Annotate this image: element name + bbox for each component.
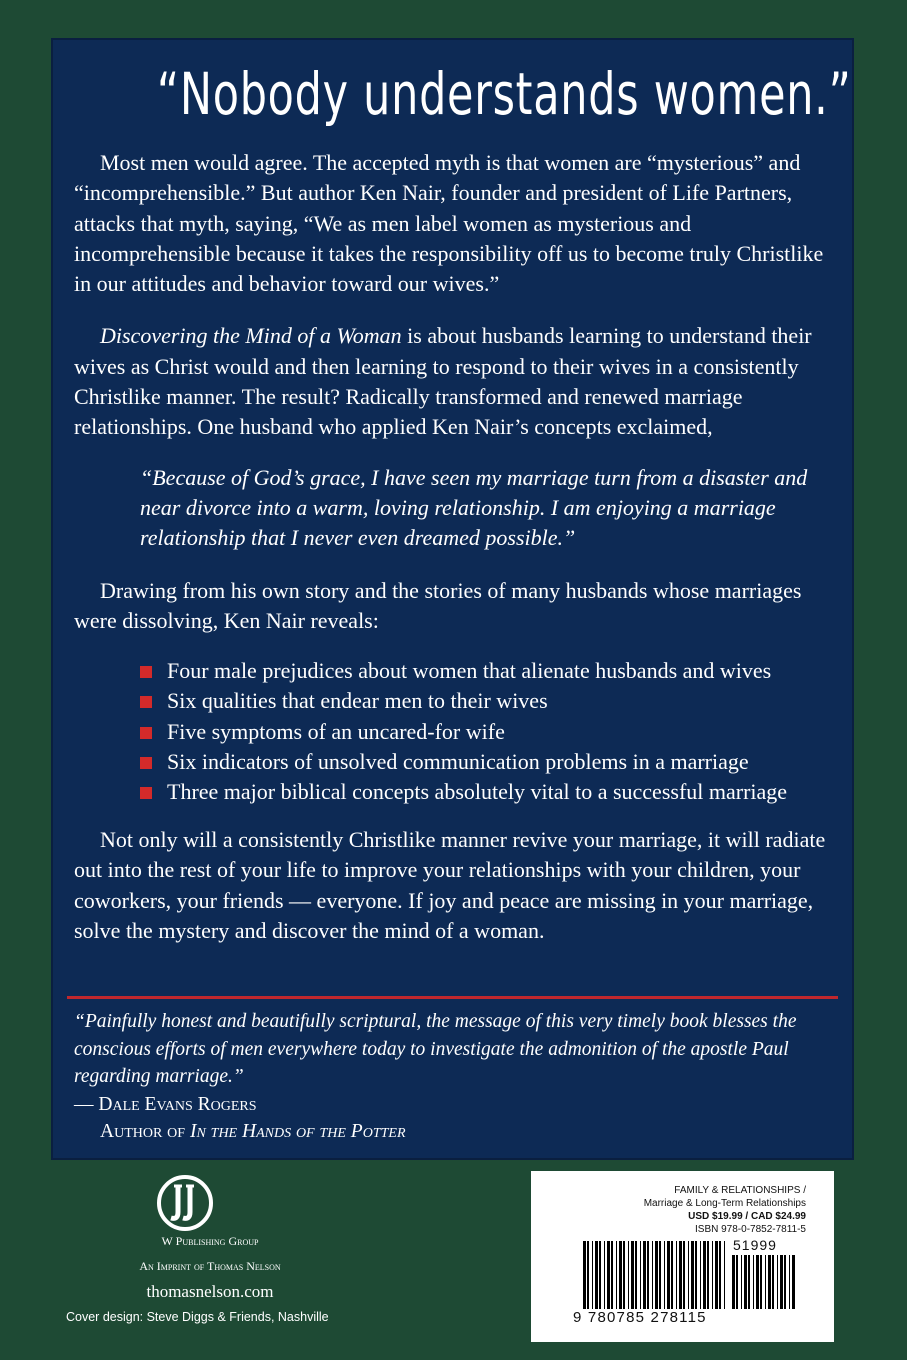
barcode-digits: 9 780785 278115: [573, 1309, 707, 1326]
endorsement-quote: “Painfully honest and beautifully scriptural, the message of this very timely book blesses the conscious efforts of men everywhere today to investigate the admonition of the apostle Paul regarding marriage.”: [74, 1011, 797, 1087]
bullet-square-icon: [140, 757, 152, 769]
bullet-item: Six qualities that endear men to their wives: [140, 686, 828, 716]
endorsement: [74, 1008, 832, 1146]
endorser-name: — Dale Evans Rogers: [74, 1093, 257, 1115]
intro-paragraph: Most men would agree. The accepted myth is that women are “mysterious” and “incomprehensible.” But author Ken Nair, founder and president of Life Partners, attacks that myth, saying, “We as men label women as mysterious and incomprehensible because it takes the responsibility off us to become truly Christlike in our attitudes and behavior toward our wives.”: [74, 150, 824, 297]
bullet-square-icon: [140, 727, 152, 739]
bullet-square-icon: [140, 787, 152, 799]
price-line: USD $19.99 / CAD $24.99: [688, 1211, 806, 1222]
reveals-intro: Drawing from his own story and the stories of many husbands whose marriages were dissolving, Ken Nair reveals:: [74, 577, 802, 633]
bullet-item: Five symptoms of an uncared-for wife: [140, 717, 828, 747]
back-cover-panel: [51, 38, 854, 1160]
barcode-box: [531, 1171, 834, 1342]
publisher-name: W Publishing Group: [161, 1234, 259, 1248]
bullet-item: Four male prejudices about women that alienate husbands and wives: [140, 656, 828, 686]
bullet-square-icon: [140, 696, 152, 708]
headline: “Nobody understands women.”: [156, 60, 852, 128]
bullet-square-icon: [140, 666, 152, 678]
summary-paragraph: [74, 321, 828, 442]
book-title: Discovering the Mind of a Woman: [100, 323, 402, 349]
divider: [67, 996, 838, 999]
closing-paragraph: Not only will a consistently Christlike manner revive your marriage, it will radiate out into the rest of your life to improve your relationships with your children, your coworkers, your friends — everyone. If joy and peace are missing in your marriage, solve the mystery and discover the mind of a woman.: [74, 827, 826, 944]
bullet-item: Six indicators of unsolved communication problems in a marriage: [140, 747, 828, 777]
bullet-list: [140, 656, 828, 807]
summary-text: is about husbands learning to understand their wives as Christ would and then learning to respond to their wives in a consistently Christlike manner. The result? Radically transformed and renewed marriage relationships. One husband who applied Ken Nair’s concepts exclaimed,: [74, 323, 812, 440]
cover-credit: Cover design: Steve Diggs & Friends, Nashville: [66, 1310, 329, 1324]
publisher-imprint: An Imprint of Thomas Nelson: [139, 1259, 281, 1273]
publisher-logo-icon: [140, 1172, 230, 1234]
price-addon-code: 51999: [733, 1237, 777, 1253]
subcategory-line: Marriage & Long-Term Relationships: [643, 1198, 806, 1209]
publisher-website: thomasnelson.com: [146, 1282, 274, 1301]
testimony-quote: “Because of God’s grace, I have seen my marriage turn from a disaster and near divorce into a warm, loving relationship. I am enjoying a marriage relationship that I never even dreamed possible.”: [140, 464, 808, 551]
endorser-credential: Author of In the Hands of the Potter: [100, 1121, 406, 1142]
description: [74, 148, 828, 966]
category-line: FAMILY & RELATIONSHIPS /: [674, 1185, 806, 1196]
isbn-line: ISBN 978-0-7852-7811-5: [695, 1224, 806, 1235]
bullet-item: Three major biblical concepts absolutely vital to a successful marriage: [140, 777, 828, 807]
